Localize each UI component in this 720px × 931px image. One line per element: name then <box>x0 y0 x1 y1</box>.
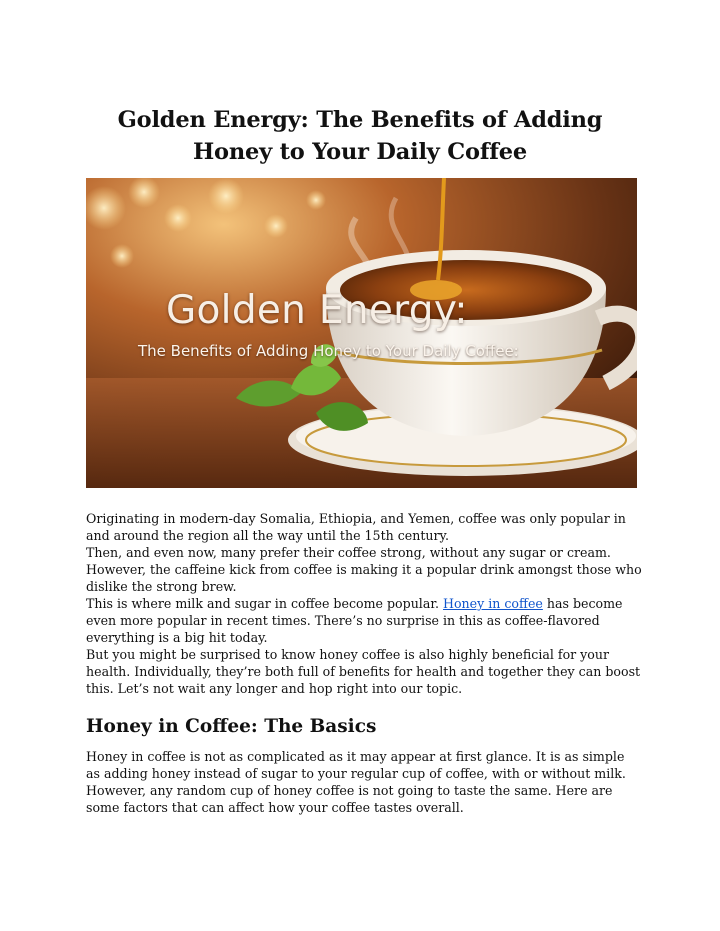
page-title-line-1: Golden Energy: The Benefits of Adding <box>117 107 603 133</box>
intro-paragraph-3 <box>86 595 642 646</box>
basics-section <box>86 748 642 816</box>
page-title-line-2: Honey to Your Daily Coffee <box>192 139 528 165</box>
hero-illustration <box>86 178 637 488</box>
section-heading-basics: Honey in Coffee: The Basics <box>86 716 377 737</box>
basics-paragraph-1: Honey in coffee is not as complicated as it may appear at first glance. It is as simple as adding honey instead of sugar to your regular cup of coffee, with or without milk. However, any random cup of honey coffee is not going to taste the same. Here are some factors that can affect how your coffee tastes overall. <box>86 749 626 815</box>
intro-paragraph-3-end: has become even more popular in recent times. There’s no surprise in this as coffee-flavored everything is a big hit today. <box>86 596 623 645</box>
hero-image <box>86 178 637 488</box>
intro-section <box>86 510 642 697</box>
honey-in-coffee-link[interactable]: Honey in coffee <box>442 596 543 611</box>
intro-paragraph-1: Originating in modern-day Somalia, Ethiopia, and Yemen, coffee was only popular in and around the region all the way until the 15th century. <box>86 511 626 543</box>
hero-overlay-subtitle: The Benefits of Adding Honey to Your Daily Coffee: <box>138 342 519 360</box>
intro-paragraph-4: But you might be surprised to know honey coffee is also highly beneficial for your health. Individually, they’re both full of benefits for health and together they can boost this. Let’s not wait any longer and hop right into our topic. <box>86 647 641 696</box>
intro-paragraph-3-start: This is where milk and sugar in coffee become popular. <box>86 596 443 611</box>
hero-overlay-title: Golden Energy: <box>166 288 468 333</box>
intro-paragraph-2: Then, and even now, many prefer their coffee strong, without any sugar or cream. However, the caffeine kick from coffee is making it a popular drink amongst those who dislike the strong brew. <box>86 545 642 594</box>
page-title <box>86 104 634 168</box>
